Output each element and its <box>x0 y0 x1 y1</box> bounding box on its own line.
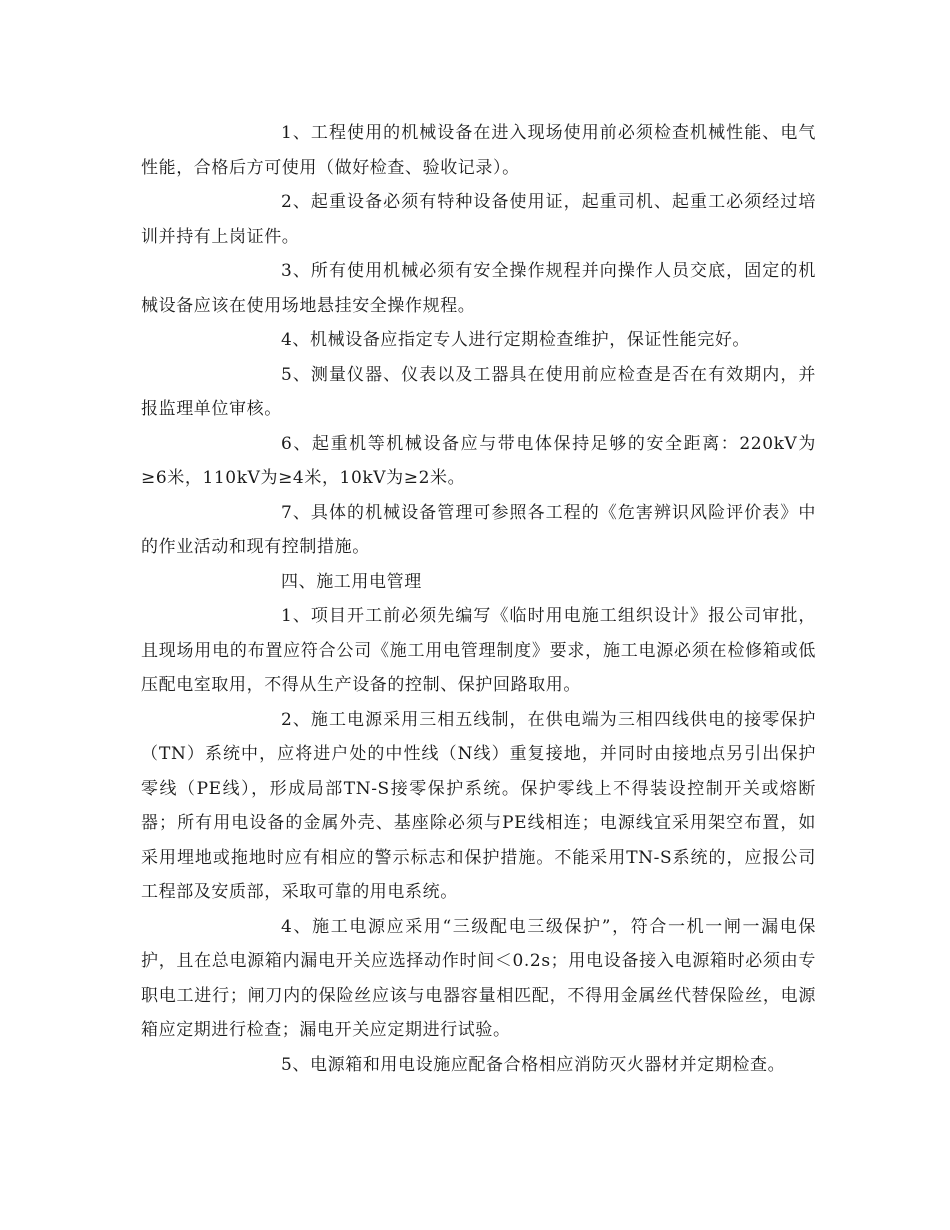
paragraph-power-5: 5、电源箱和用电设施应配备合格相应消防灭火器材并定期检查。 <box>281 1054 786 1075</box>
document-body <box>141 116 816 1082</box>
paragraph-machinery-6: 6、起重机等机械设备应与带电体保持足够的安全距离：220kV为≥6米，110kV为≥4米，10kV为≥2米。 <box>141 433 816 488</box>
paragraph-machinery-7: 7、具体的机械设备管理可参照各工程的《危害辨识风险评价表》中的作业活动和现有控制措施。 <box>141 502 816 557</box>
paragraph-machinery-2: 2、起重设备必须有特种设备使用证，起重司机、起重工必须经过培训并持有上岗证件。 <box>141 192 816 247</box>
section-heading: 四、施工用电管理 <box>281 571 422 592</box>
paragraph-power-2: 2、施工电源采用三相五线制，在供电端为三相四线供电的接零保护（TN）系统中，应将进户处的中性线（N线）重复接地，并同时由接地点另引出保护零线（PE线），形成局部TN-S接零保护系统。保护零线上不得装设控制开关或熔断器；所有用电设备的金属外壳、基座除必须与PE线相连；电源线宜采用架空布置，如采用埋地或拖地时应有相应的警示标志和保护措施。不能采用TN-S系统的，应报公司工程部及安质部，采取可靠的用电系统。 <box>141 709 816 902</box>
paragraph-power-1: 1、项目开工前必须先编写《临时用电施工组织设计》报公司审批，且现场用电的布置应符合公司《施工用电管理制度》要求，施工电源必须在检修箱或低压配电室取用，不得从生产设备的控制、保护回路取用。 <box>141 606 816 695</box>
paragraph-power-4: 4、施工电源应采用“三级配电三级保护”，符合一机一闸一漏电保护，且在总电源箱内漏电开关应选择动作时间＜0.2s；用电设备接入电源箱时必须由专职电工进行；闸刀内的保险丝应该与电器容量相匹配，不得用金属丝代替保险丝，电源箱应定期进行检查；漏电开关应定期进行试验。 <box>141 916 816 1040</box>
paragraph-machinery-1: 1、工程使用的机械设备在进入现场使用前必须检查机械性能、电气性能，合格后方可使用（做好检查、验收记录）。 <box>141 123 816 178</box>
paragraph-machinery-3: 3、所有使用机械必须有安全操作规程并向操作人员交底，固定的机械设备应该在使用场地悬挂安全操作规程。 <box>141 261 816 316</box>
paragraph-machinery-4: 4、机械设备应指定专人进行定期检查维护，保证性能完好。 <box>281 330 751 350</box>
paragraph-machinery-5: 5、测量仪器、仪表以及工器具在使用前应检查是否在有效期内，并报监理单位审核。 <box>141 364 816 419</box>
